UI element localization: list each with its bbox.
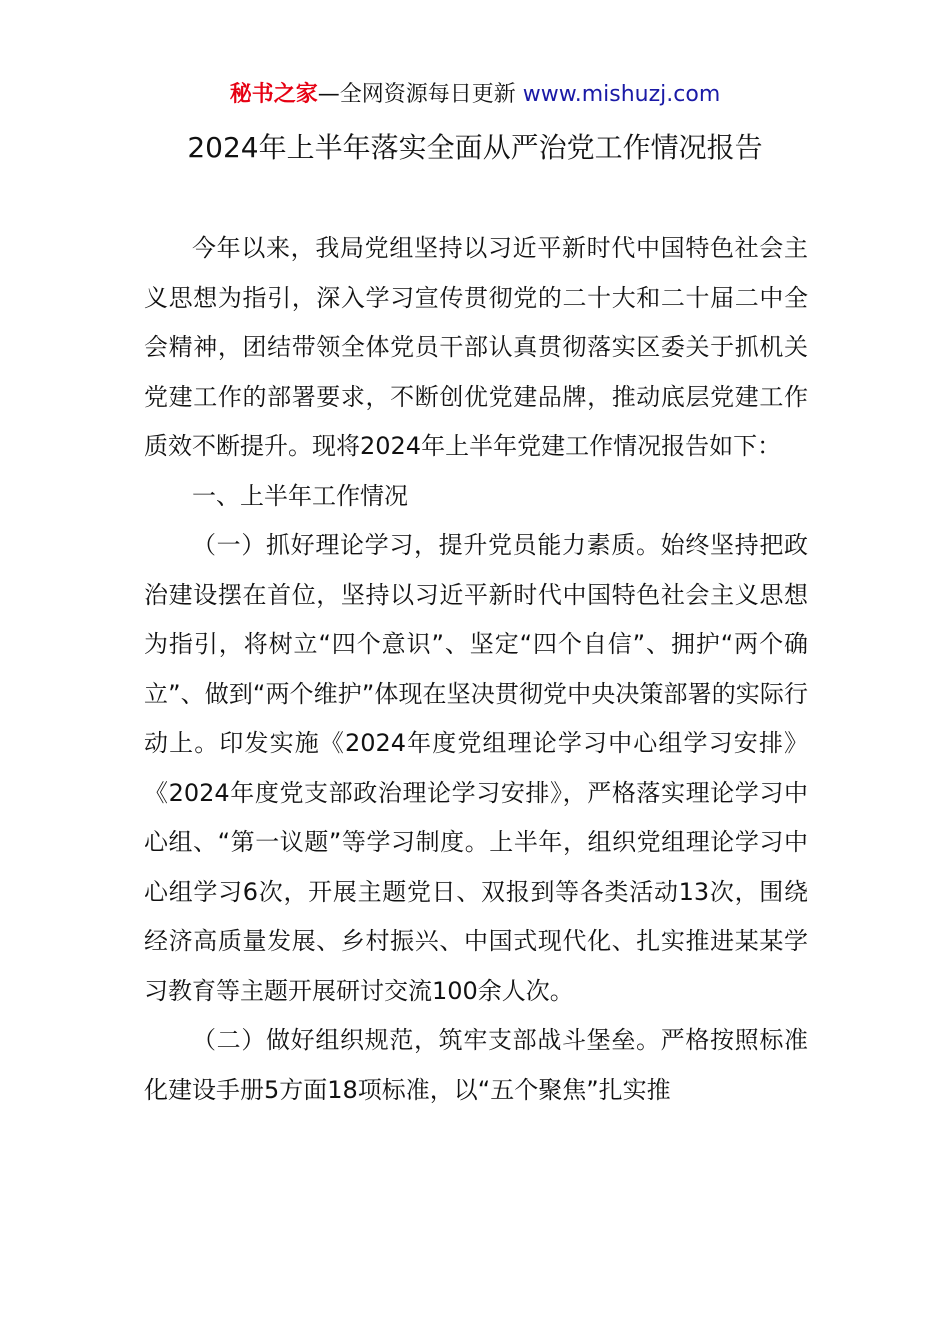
paragraph-intro: 今年以来，我局党组坚持以习近平新时代中国特色社会主义思想为指引，深入学习宣传贯彻党的二十大和二十届二中全会精神，团结带领全体党员干部认真贯彻落实区委关于抓机关党建工作的部署要求，不断创优党建品牌，推动底层党建工作质效不断提升。现将2024年上半年党建工作情况报告如下： [144, 234, 808, 460]
site-tagline: —全网资源每日更新 [317, 82, 523, 107]
site-url-link[interactable]: www.mishuzj.com [522, 82, 721, 107]
site-header [0, 79, 950, 111]
paragraph-organization: （二）做好组织规范，筑牢支部战斗堡垒。严格按照标准化建设手册5方面18项标准，以“五个聚焦”扎实推 [144, 1026, 808, 1104]
site-brand: 秘书之家 [229, 82, 318, 107]
section-heading-1: 一、上半年工作情况 [192, 481, 408, 510]
document-body [144, 224, 808, 1115]
document-title: 2024年上半年落实全面从严治党工作情况报告 [187, 131, 763, 164]
paragraph-theory-study: （一）抓好理论学习，提升党员能力素质。始终坚持把政治建设摆在首位，坚持以习近平新时代中国特色社会主义思想为指引，将树立“四个意识”、坚定“四个自信”、拥护“两个确立”、做到“两个维护”体现在坚决贯彻党中央决策部署的实际行动上。印发实施《2024年度党组理论学习中心组学习安排》《2024年度党支部政治理论学习安排》，严格落实理论学习中心组、“第一议题”等学习制度。上半年，组织党组理论学习中心组学习6次，开展主题党日、双报到等各类活动13次，围绕经济高质量发展、乡村振兴、中国式现代化、扎实推进某某学习教育等主题开展研讨交流100余人次。 [144, 531, 808, 1005]
